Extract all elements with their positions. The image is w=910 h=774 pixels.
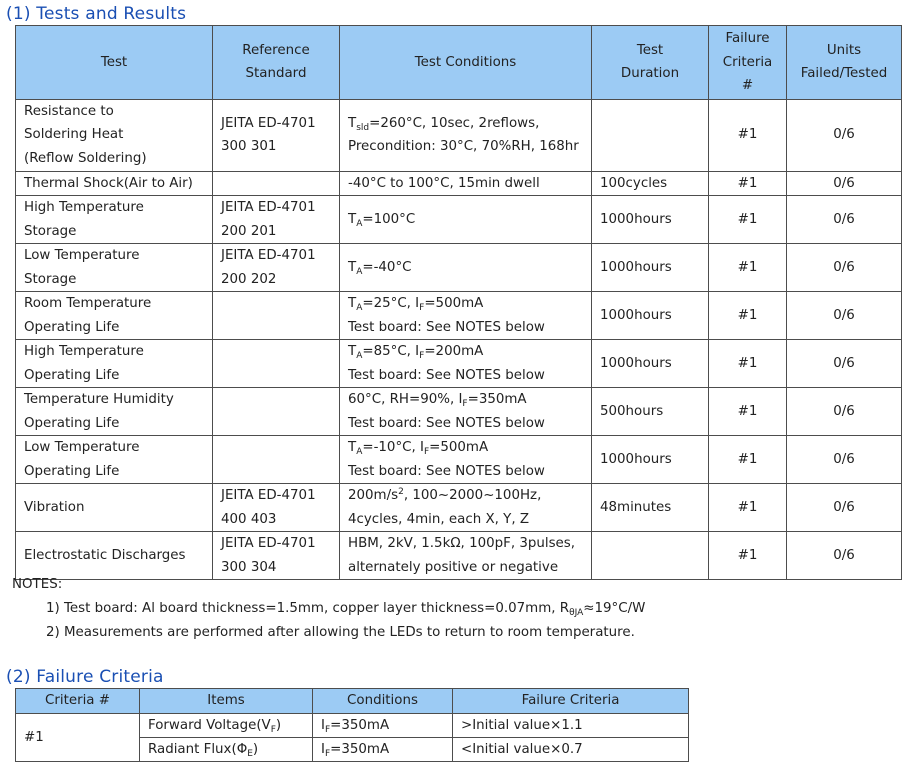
reference-standard-cell-line: JEITA ED-4701 bbox=[221, 488, 316, 503]
test-name-cell bbox=[16, 196, 213, 244]
test-conditions-cell bbox=[340, 388, 592, 436]
table-row bbox=[16, 532, 902, 580]
header-line: Failed/Tested bbox=[800, 66, 888, 82]
criteria-group-label: #1 bbox=[16, 714, 140, 762]
header-test-conditions: Test Conditions bbox=[340, 26, 592, 100]
test-name-cell-line: Electrostatic Discharges bbox=[24, 547, 186, 563]
reference-standard-cell-line: JEITA ED-4701 bbox=[221, 115, 316, 131]
header-line: Test bbox=[636, 42, 664, 58]
failure-criteria-table bbox=[15, 688, 689, 762]
test-duration-cell bbox=[592, 196, 709, 244]
reference-standard-cell-line: 300 304 bbox=[221, 559, 277, 575]
failure-criteria-cell-line: #1 bbox=[737, 499, 758, 515]
failure-criteria-cell-line: #1 bbox=[737, 307, 758, 323]
test-name-cell bbox=[16, 532, 213, 580]
test-name-cell-line: Thermal Shock(Air to Air) bbox=[24, 175, 193, 191]
note-measurements: 2) Measurements are performed after allowing the LEDs to return to room temperature. bbox=[46, 625, 635, 640]
units-failed-cell-line: 0/6 bbox=[833, 127, 855, 143]
units-failed-cell bbox=[787, 99, 902, 171]
reference-standard-cell-line: JEITA ED-4701 bbox=[221, 248, 316, 263]
test-conditions-cell-line: $T_A=-40^\circ C$ bbox=[348, 259, 412, 277]
units-failed-cell bbox=[787, 292, 902, 340]
test-name-cell-line: Operating Life bbox=[24, 367, 120, 383]
test-conditions-cell bbox=[340, 292, 592, 340]
test-conditions-cell-line: Precondition: 30°C, 70%RH, 168hr bbox=[348, 139, 579, 154]
units-failed-cell-line: 0/6 bbox=[833, 211, 855, 227]
reference-standard-cell-line: 400 403 bbox=[221, 511, 277, 527]
test-duration-cell bbox=[592, 340, 709, 388]
reference-standard-cell bbox=[213, 340, 340, 388]
units-failed-cell-line: 0/6 bbox=[833, 403, 855, 419]
test-name-cell-line: Room Temperature bbox=[24, 296, 152, 311]
criteria-item: Radiant $Flux(\Phi_E)$ bbox=[140, 738, 313, 762]
units-failed-cell bbox=[787, 244, 902, 292]
units-failed-cell bbox=[787, 484, 902, 532]
test-conditions-cell-line: Test board: See NOTES below bbox=[348, 319, 545, 335]
units-failed-cell bbox=[787, 436, 902, 484]
note-test-board: 1) Test board: Al board thickness=1.5mm, copper layer thickness=0.07mm, $R_{\theta JA}\approx 19^\circ C/W$ bbox=[46, 601, 646, 618]
test-name-cell bbox=[16, 171, 213, 196]
test-conditions-cell-line: Test board: See NOTES below bbox=[348, 415, 545, 431]
reference-standard-cell bbox=[213, 99, 340, 171]
notes-heading: NOTES: bbox=[12, 577, 63, 592]
test-duration-cell-line: 1000hours bbox=[600, 259, 672, 275]
test-name-cell-line: Storage bbox=[24, 223, 77, 239]
test-conditions-cell bbox=[340, 484, 592, 532]
header-units-failed-tested bbox=[787, 26, 902, 100]
criteria-condition: $I_F=350mA$ bbox=[313, 738, 453, 762]
table-row bbox=[16, 340, 902, 388]
test-conditions-cell bbox=[340, 99, 592, 171]
units-failed-cell bbox=[787, 196, 902, 244]
units-failed-cell-line: 0/6 bbox=[833, 547, 855, 563]
test-duration-cell-line: 48minutes bbox=[600, 499, 672, 515]
header-criteria-no: Criteria # bbox=[16, 689, 140, 714]
reference-standard-cell bbox=[213, 196, 340, 244]
header-line: # bbox=[741, 78, 754, 93]
header-line: Criteria bbox=[722, 54, 773, 70]
criteria-threshold: <Initial value×0.7 bbox=[453, 738, 689, 762]
reference-standard-cell-line: 200 201 bbox=[221, 223, 277, 239]
failure-criteria-cell bbox=[709, 292, 787, 340]
test-name-cell-line: Storage bbox=[24, 271, 77, 287]
test-conditions-cell-line: $T_A=25^\circ C$, $I_F=500mA$ bbox=[348, 296, 484, 313]
header-conditions: Conditions bbox=[313, 689, 453, 714]
test-name-cell-line: (Reflow Soldering) bbox=[24, 150, 147, 166]
criteria-header-row bbox=[16, 689, 689, 714]
units-failed-cell-line: 0/6 bbox=[833, 259, 855, 275]
criteria-item: Forward $Voltage(V_F)$ bbox=[140, 714, 313, 738]
test-conditions-cell bbox=[340, 244, 592, 292]
test-duration-cell-line: 1000hours bbox=[600, 211, 672, 227]
header-line: Duration bbox=[620, 66, 680, 82]
header-reference-standard bbox=[213, 26, 340, 100]
reference-standard-cell bbox=[213, 244, 340, 292]
test-duration-cell-line: 100cycles bbox=[600, 175, 668, 191]
test-name-cell bbox=[16, 340, 213, 388]
reference-standard-cell bbox=[213, 292, 340, 340]
reference-standard-cell bbox=[213, 484, 340, 532]
test-conditions-cell bbox=[340, 196, 592, 244]
test-conditions-cell bbox=[340, 171, 592, 196]
test-name-cell-line: Temperature Humidity bbox=[24, 392, 174, 407]
test-duration-cell-line: 1000hours bbox=[600, 451, 672, 467]
test-conditions-cell-line: 4cycles, 4min, each X, Y, Z bbox=[348, 511, 530, 527]
table-row bbox=[16, 292, 902, 340]
header-line: Standard bbox=[245, 66, 307, 82]
test-duration-cell bbox=[592, 532, 709, 580]
test-conditions-cell-line: $T_A=-10^\circ C$, $I_F=500mA$ bbox=[348, 440, 489, 457]
table-header-row bbox=[16, 26, 902, 100]
test-name-cell-line: High Temperature bbox=[24, 344, 144, 359]
reference-standard-cell-line: 300 301 bbox=[221, 139, 277, 154]
failure-criteria-cell bbox=[709, 388, 787, 436]
failure-criteria-cell-line: #1 bbox=[737, 175, 758, 191]
test-conditions-cell bbox=[340, 340, 592, 388]
failure-criteria-cell-line: #1 bbox=[737, 403, 758, 419]
failure-criteria-cell-line: #1 bbox=[737, 127, 758, 143]
test-name-cell-line: Soldering Heat bbox=[24, 127, 124, 143]
units-failed-cell-line: 0/6 bbox=[833, 451, 855, 467]
test-duration-cell-line: 500hours bbox=[600, 403, 664, 419]
failure-criteria-cell bbox=[709, 99, 787, 171]
test-duration-cell-line: 1000hours bbox=[600, 355, 672, 371]
test-name-cell-line: Operating Life bbox=[24, 415, 120, 431]
test-name-cell bbox=[16, 244, 213, 292]
test-duration-cell bbox=[592, 436, 709, 484]
test-duration-cell bbox=[592, 388, 709, 436]
test-conditions-cell-line: $200m/s^2$, 100~2000~100Hz, bbox=[348, 487, 542, 503]
test-conditions-cell-line: alternately positive or negative bbox=[348, 559, 559, 575]
test-name-cell bbox=[16, 99, 213, 171]
failure-criteria-cell-line: #1 bbox=[737, 259, 758, 275]
failure-criteria-cell-line: #1 bbox=[737, 355, 758, 371]
reference-standard-cell bbox=[213, 436, 340, 484]
test-name-cell-line: Low Temperature bbox=[24, 248, 140, 263]
units-failed-cell-line: 0/6 bbox=[833, 307, 855, 323]
tests-results-table bbox=[15, 25, 902, 580]
header-failure-criteria bbox=[709, 26, 787, 100]
header-line: Units bbox=[826, 42, 862, 58]
test-conditions-cell-line: $T_A=100^\circ C$ bbox=[348, 211, 416, 229]
reference-standard-cell bbox=[213, 532, 340, 580]
units-failed-cell-line: 0/6 bbox=[833, 175, 855, 191]
test-name-cell bbox=[16, 388, 213, 436]
test-name-cell-line: High Temperature bbox=[24, 200, 144, 215]
failure-criteria-cell bbox=[709, 196, 787, 244]
failure-criteria-cell bbox=[709, 171, 787, 196]
test-name-cell-line: Operating Life bbox=[24, 463, 120, 479]
failure-criteria-title: (2) Failure Criteria bbox=[6, 667, 164, 687]
test-name-cell bbox=[16, 436, 213, 484]
test-conditions-cell bbox=[340, 532, 592, 580]
test-name-cell bbox=[16, 292, 213, 340]
reference-standard-cell-line: JEITA ED-4701 bbox=[221, 200, 316, 215]
criteria-condition: $I_F=350mA$ bbox=[313, 714, 453, 738]
table-row bbox=[16, 171, 902, 196]
failure-criteria-cell bbox=[709, 484, 787, 532]
table-row bbox=[16, 484, 902, 532]
failure-criteria-cell bbox=[709, 244, 787, 292]
failure-criteria-cell bbox=[709, 532, 787, 580]
criteria-row bbox=[16, 714, 689, 738]
test-conditions-cell-line: HBM, 2kV, 1.5kΩ, 100pF, 3pulses, bbox=[348, 536, 576, 551]
failure-criteria-cell-line: #1 bbox=[737, 211, 758, 227]
table-row bbox=[16, 196, 902, 244]
reference-standard-cell bbox=[213, 171, 340, 196]
header-test: Test bbox=[16, 26, 213, 100]
test-conditions-cell-line: 60°C, RH=90%, $I_F=350mA$ bbox=[348, 392, 527, 409]
criteria-threshold: >Initial value×1.1 bbox=[453, 714, 689, 738]
test-duration-cell bbox=[592, 244, 709, 292]
units-failed-cell bbox=[787, 340, 902, 388]
test-duration-cell-line: 1000hours bbox=[600, 307, 672, 323]
failure-criteria-cell bbox=[709, 340, 787, 388]
units-failed-cell bbox=[787, 388, 902, 436]
failure-criteria-cell-line: #1 bbox=[737, 547, 758, 563]
reference-standard-cell-line: 200 202 bbox=[221, 271, 277, 287]
table-row bbox=[16, 244, 902, 292]
failure-criteria-cell-line: #1 bbox=[737, 451, 758, 467]
reference-standard-cell bbox=[213, 388, 340, 436]
test-duration-cell bbox=[592, 292, 709, 340]
test-duration-cell bbox=[592, 171, 709, 196]
units-failed-cell bbox=[787, 532, 902, 580]
units-failed-cell-line: 0/6 bbox=[833, 499, 855, 515]
test-conditions-cell-line: $T_{sld}=260^\circ C$, 10sec, 2reflows, bbox=[348, 115, 540, 133]
header-line: Reference bbox=[242, 42, 310, 58]
test-duration-cell bbox=[592, 99, 709, 171]
units-failed-cell bbox=[787, 171, 902, 196]
test-duration-cell bbox=[592, 484, 709, 532]
header-items: Items bbox=[140, 689, 313, 714]
tests-results-title: (1) Tests and Results bbox=[6, 4, 187, 24]
table-row bbox=[16, 99, 902, 171]
test-conditions-cell bbox=[340, 436, 592, 484]
table-row bbox=[16, 436, 902, 484]
test-conditions-cell-line: $T_A=85^\circ C$, $I_F=200mA$ bbox=[348, 344, 484, 361]
header-line: Failure bbox=[725, 31, 770, 46]
test-name-cell-line: Vibration bbox=[24, 499, 85, 515]
test-name-cell-line: Operating Life bbox=[24, 319, 120, 335]
units-failed-cell-line: 0/6 bbox=[833, 355, 855, 371]
test-conditions-cell-line: Test board: See NOTES below bbox=[348, 367, 545, 383]
test-conditions-cell-line: Test board: See NOTES below bbox=[348, 463, 545, 479]
table-row bbox=[16, 388, 902, 436]
header-test-duration bbox=[592, 26, 709, 100]
reference-standard-cell-line: JEITA ED-4701 bbox=[221, 536, 316, 551]
header-failure-criteria-text: Failure Criteria bbox=[453, 689, 689, 714]
test-conditions-cell-line: -40°C to 100°C, 15min dwell bbox=[348, 175, 540, 191]
test-name-cell-line: Low Temperature bbox=[24, 440, 140, 455]
test-name-cell bbox=[16, 484, 213, 532]
test-name-cell-line: Resistance to bbox=[24, 103, 114, 119]
failure-criteria-cell bbox=[709, 436, 787, 484]
